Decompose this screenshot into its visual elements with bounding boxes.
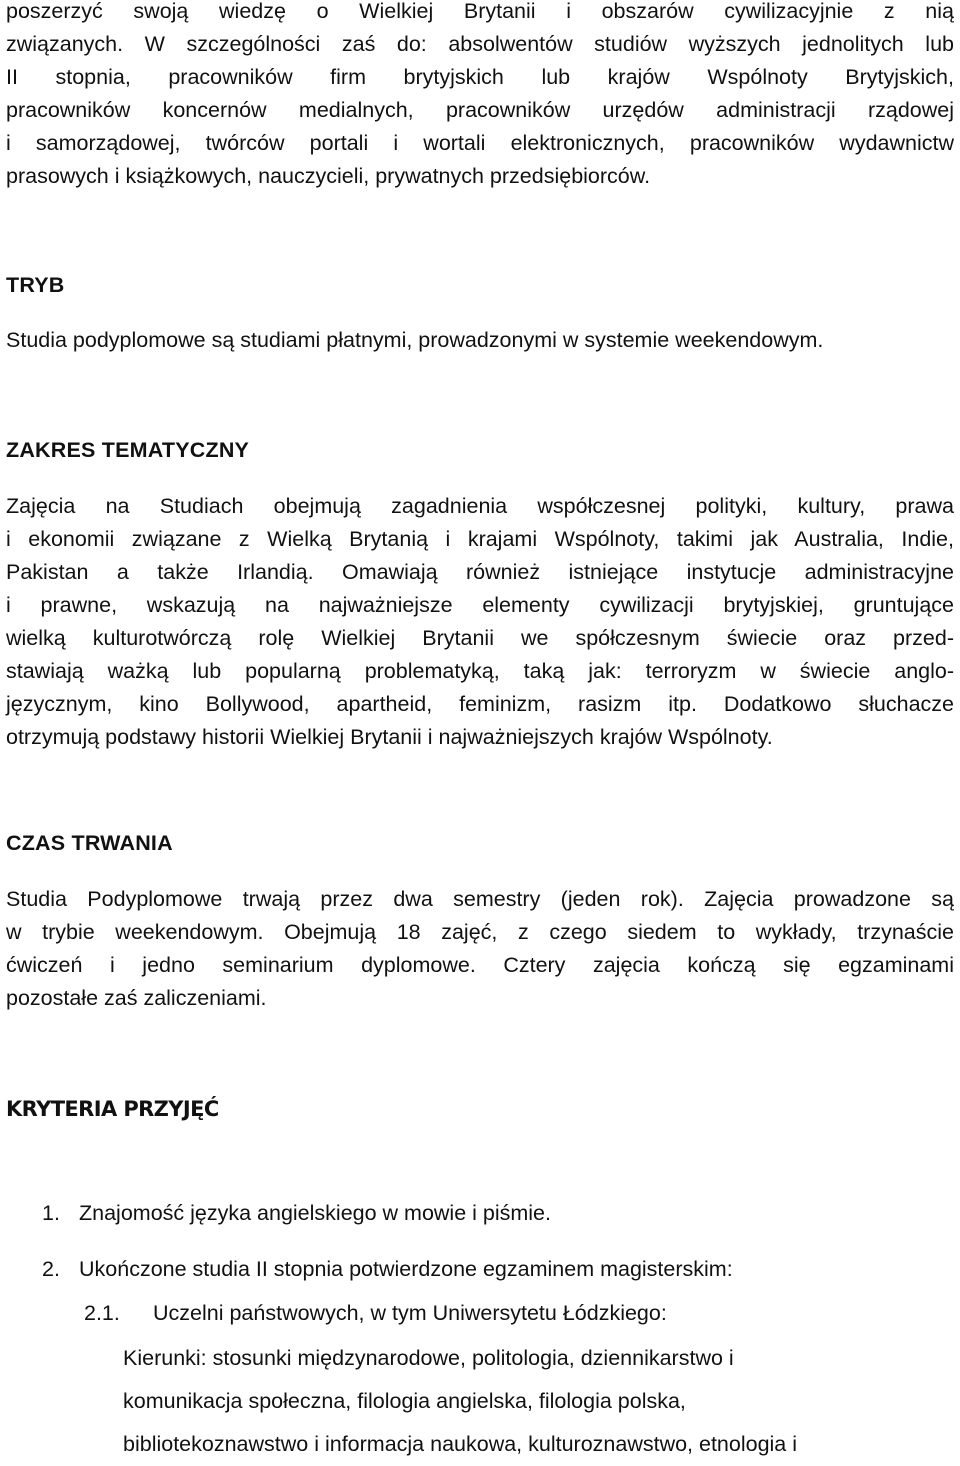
kierunki-line: komunikacja społeczna, filologia angielska, filologia polska, [123,1389,686,1413]
section-heading-tryb: TRYB [6,273,65,297]
czas-line: ćwiczeń i jedno seminarium dyplomowe. Cztery zajęcia kończą się egzaminami [6,953,954,977]
kierunki-paragraph [123,1337,943,1466]
zakres-line: wielką kulturotwórczą rolę Wielkiej Brytanii we spółczesnym świecie oraz przed- [6,626,954,650]
czas-line: Studia Podyplomowe trwają przez dwa semestry (jeden rok). Zajęcia prowadzone są [6,887,954,911]
intro-line: pracowników koncernów medialnych, pracowników urzędów administracji rządowej [6,98,954,122]
czas-paragraph [6,883,954,1015]
intro-line: poszerzyć swoją wiedzę o Wielkiej Brytanii i obszarów cywilizacyjnie z nią [6,0,954,23]
tryb-text: Studia podyplomowe są studiami płatnymi, prowadzonymi w systemie weekendowym. [6,328,824,352]
kierunki-line: bibliotekoznawstwo i informacja naukowa, kulturoznawstwo, etnologia i [123,1432,798,1456]
zakres-line: i prawne, wskazują na najważniejsze elementy cywilizacji brytyjskiej, gruntujące [6,593,954,617]
intro-line: prasowych i książkowych, nauczycieli, prywatnych przedsiębiorców. [6,164,651,188]
intro-line: związanych. W szczególności zaś do: absolwentów studiów wyższych jednolitych lub [6,32,954,56]
sub-list-item [84,1297,667,1330]
tryb-paragraph [6,324,954,357]
zakres-line: Zajęcia na Studiach obejmują zagadnienia współczesnej polityki, kultury, prawa [6,494,954,518]
zakres-line: stawiają ważką lub popularną problematyką, taką jak: terroryzm w świecie anglo- [6,659,954,683]
list-text: Ukończone studia II stopnia potwierdzone egzaminem magisterskim: [79,1257,733,1281]
czas-line: pozostałe zaś zaliczeniami. [6,986,267,1010]
list-text: Znajomość języka angielskiego w mowie i piśmie. [79,1201,551,1225]
list-item [42,1197,551,1230]
zakres-line: języcznym, kino Bollywood, apartheid, feminizm, rasizm itp. Dodatkowo słuchacze [6,692,954,716]
list-text: Uczelni państwowych, w tym Uniwersytetu Łódzkiego: [153,1301,667,1325]
kierunki-line: Kierunki: stosunki międzynarodowe, politologia, dziennikarstwo i [123,1346,734,1370]
section-heading-czas: CZAS TRWANIA [6,831,173,855]
czas-line: w trybie weekendowym. Obejmują 18 zajęć, z czego siedem to wykłady, trzynaście [6,920,954,944]
list-number: 2.1. [84,1301,120,1325]
intro-paragraph [6,0,954,193]
intro-line: i samorządowej, twórców portali i wortali elektronicznych, pracowników wydawnictw [6,131,954,155]
zakres-paragraph [6,490,954,754]
zakres-line: otrzymują podstawy historii Wielkiej Brytanii i najważniejszych krajów Wspólnoty. [6,725,773,749]
section-heading-kryteria: KRYTERIA PRZYJĘĆ [6,1097,219,1121]
zakres-line: Pakistan a także Irlandią. Omawiają również istniejące instytucje administracyjne [6,560,954,584]
list-number: 2. [42,1257,60,1281]
intro-line: II stopnia, pracowników firm brytyjskich lub krajów Wspólnoty Brytyjskich, [6,65,954,89]
zakres-line: i ekonomii związane z Wielką Brytanią i krajami Wspólnoty, takimi jak Australia, Indie, [6,527,954,551]
list-item [42,1253,733,1286]
list-number: 1. [42,1201,60,1225]
section-heading-zakres: ZAKRES TEMATYCZNY [6,438,250,462]
